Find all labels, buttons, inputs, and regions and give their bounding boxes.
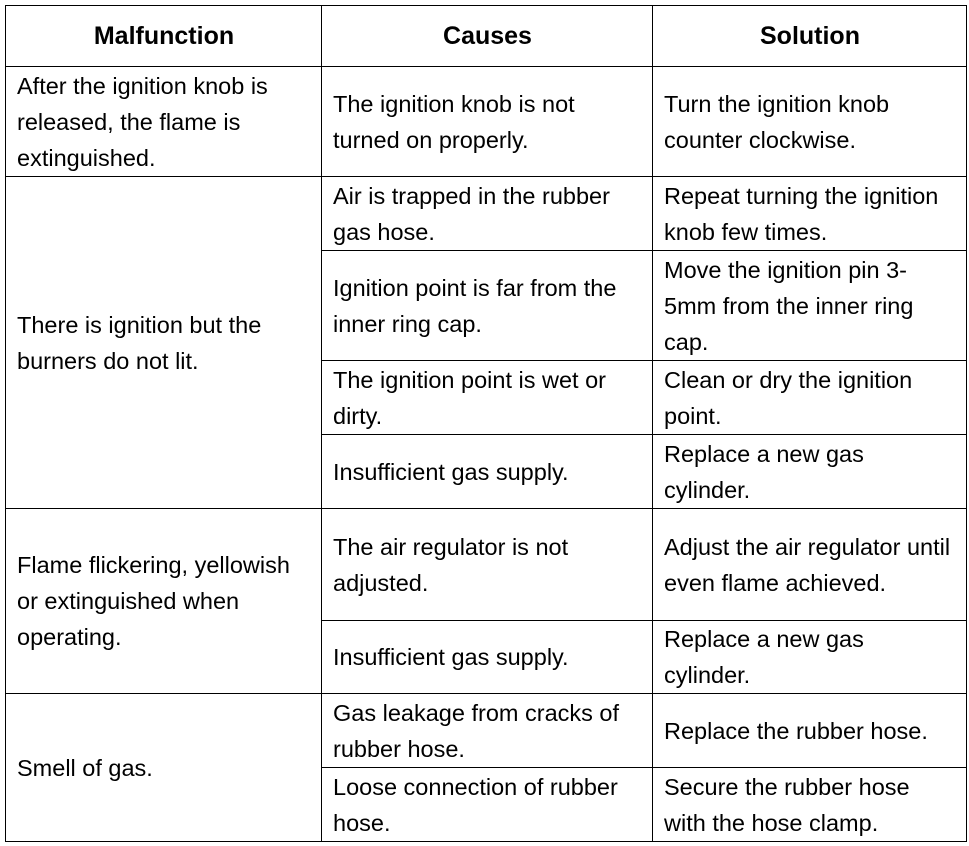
malfunction-cell: Smell of gas. (6, 694, 322, 842)
solution-cell: Secure the rubber hose with the hose clamp. (653, 768, 967, 842)
cause-cell: The air regulator is not adjusted. (322, 509, 653, 621)
solution-cell: Clean or dry the ignition point. (653, 361, 967, 435)
solution-cell: Move the ignition pin 3-5mm from the inner ring cap. (653, 251, 967, 361)
solution-cell: Repeat turning the ignition knob few times. (653, 177, 967, 251)
table-row (6, 694, 967, 768)
cause-cell: Insufficient gas supply. (322, 621, 653, 694)
malfunction-cell: Flame flickering, yellowish or extinguished when operating. (6, 509, 322, 694)
header-row (6, 6, 967, 67)
table-row (6, 509, 967, 621)
solution-cell: Replace the rubber hose. (653, 694, 967, 768)
solution-cell: Replace a new gas cylinder. (653, 435, 967, 509)
cause-cell: Ignition point is far from the inner ring cap. (322, 251, 653, 361)
cause-cell: The ignition knob is not turned on properly. (322, 67, 653, 177)
cause-cell: Loose connection of rubber hose. (322, 768, 653, 842)
solution-cell: Replace a new gas cylinder. (653, 621, 967, 694)
table-row (6, 67, 967, 177)
malfunction-cell: There is ignition but the burners do not lit. (6, 177, 322, 509)
table-row (6, 177, 967, 251)
header-causes: Causes (322, 6, 653, 67)
header-malfunction: Malfunction (6, 6, 322, 67)
cause-cell: Air is trapped in the rubber gas hose. (322, 177, 653, 251)
cause-cell: Gas leakage from cracks of rubber hose. (322, 694, 653, 768)
header-solution: Solution (653, 6, 967, 67)
malfunction-cell: After the ignition knob is released, the flame is extinguished. (6, 67, 322, 177)
cause-cell: Insufficient gas supply. (322, 435, 653, 509)
solution-cell: Turn the ignition knob counter clockwise. (653, 67, 967, 177)
solution-cell: Adjust the air regulator until even flame achieved. (653, 509, 967, 621)
troubleshooting-table (5, 5, 967, 842)
cause-cell: The ignition point is wet or dirty. (322, 361, 653, 435)
